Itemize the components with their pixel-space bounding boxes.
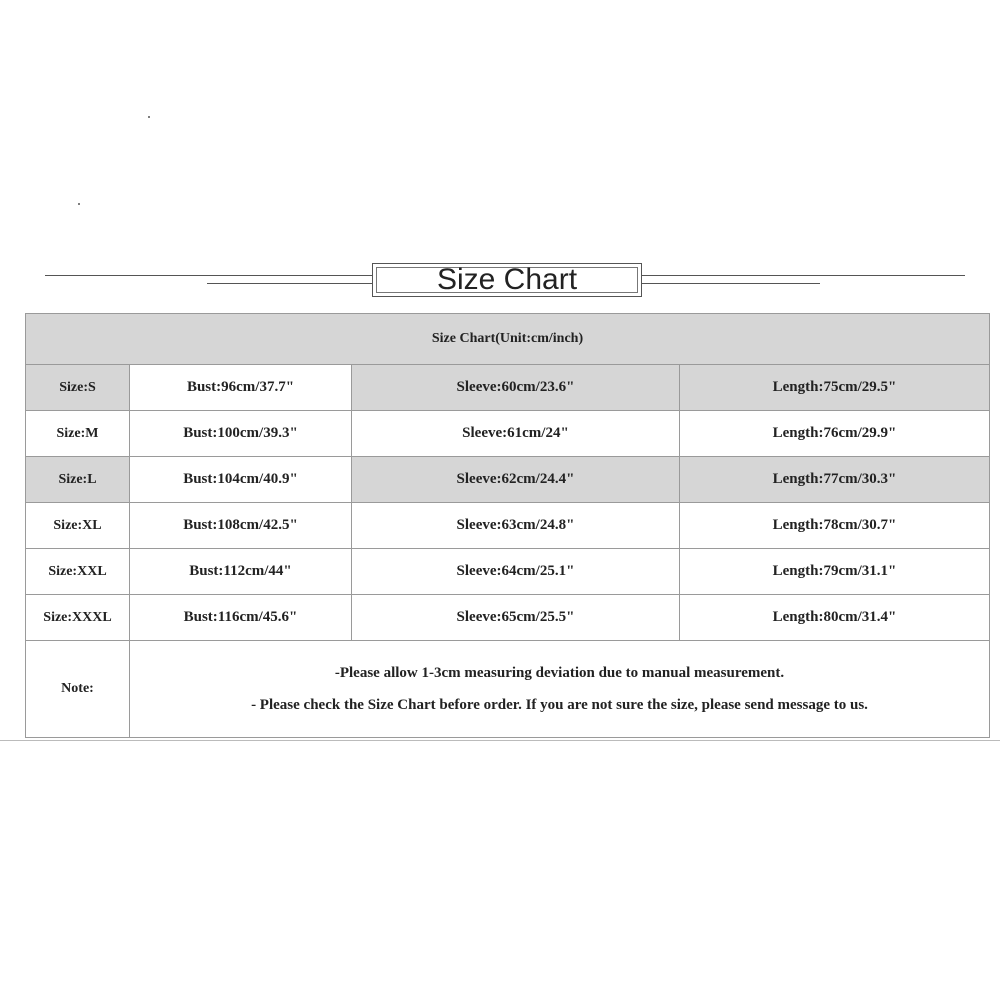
sleeve-cell: Sleeve:62cm/24.4" bbox=[352, 457, 680, 503]
image-crop-line bbox=[0, 740, 1000, 741]
bust-cell: Bust:112cm/44" bbox=[130, 549, 352, 595]
table-header: Size Chart(Unit:cm/inch) bbox=[26, 314, 990, 365]
sleeve-cell: Sleeve:63cm/24.8" bbox=[352, 503, 680, 549]
page-title: Size Chart bbox=[378, 268, 636, 292]
sleeve-cell: Sleeve:65cm/25.5" bbox=[352, 595, 680, 641]
bust-cell: Bust:116cm/45.6" bbox=[130, 595, 352, 641]
note-row bbox=[26, 641, 990, 738]
speck-dot bbox=[148, 116, 150, 118]
note-content bbox=[130, 641, 990, 738]
length-cell: Length:79cm/31.1" bbox=[680, 549, 990, 595]
bust-cell: Bust:96cm/37.7" bbox=[130, 365, 352, 411]
bust-cell: Bust:108cm/42.5" bbox=[130, 503, 352, 549]
size-chart-table bbox=[25, 313, 990, 738]
sleeve-cell: Sleeve:64cm/25.1" bbox=[352, 549, 680, 595]
size-cell: Size:L bbox=[26, 457, 130, 503]
table-row bbox=[26, 503, 990, 549]
length-cell: Length:80cm/31.4" bbox=[680, 595, 990, 641]
size-cell: Size:XXL bbox=[26, 549, 130, 595]
sleeve-cell: Sleeve:60cm/23.6" bbox=[352, 365, 680, 411]
speck-dot bbox=[78, 203, 80, 205]
length-cell: Length:75cm/29.5" bbox=[680, 365, 990, 411]
size-cell: Size:M bbox=[26, 411, 130, 457]
length-cell: Length:78cm/30.7" bbox=[680, 503, 990, 549]
banner-rule-right-short bbox=[640, 283, 820, 284]
table-row bbox=[26, 457, 990, 503]
title-banner bbox=[0, 250, 1000, 310]
size-cell: Size:XXXL bbox=[26, 595, 130, 641]
length-cell: Length:77cm/30.3" bbox=[680, 457, 990, 503]
banner-rule-left-long bbox=[45, 275, 375, 276]
bust-cell: Bust:100cm/39.3" bbox=[130, 411, 352, 457]
table-row bbox=[26, 595, 990, 641]
size-cell: Size:XL bbox=[26, 503, 130, 549]
banner-rule-right-long bbox=[640, 275, 965, 276]
banner-rule-left-short bbox=[207, 283, 375, 284]
note-label: Note: bbox=[26, 641, 130, 738]
bust-cell: Bust:104cm/40.9" bbox=[130, 457, 352, 503]
table-header-row bbox=[26, 314, 990, 365]
table-row bbox=[26, 411, 990, 457]
note-line: - Please check the Size Chart before order. If you are not sure the size, please send message to us. bbox=[251, 697, 868, 713]
note-line: -Please allow 1-3cm measuring deviation due to manual measurement. bbox=[334, 665, 785, 681]
table-row bbox=[26, 365, 990, 411]
sleeve-cell: Sleeve:61cm/24" bbox=[352, 411, 680, 457]
size-cell: Size:S bbox=[26, 365, 130, 411]
title-box bbox=[372, 263, 642, 297]
table-row bbox=[26, 549, 990, 595]
length-cell: Length:76cm/29.9" bbox=[680, 411, 990, 457]
